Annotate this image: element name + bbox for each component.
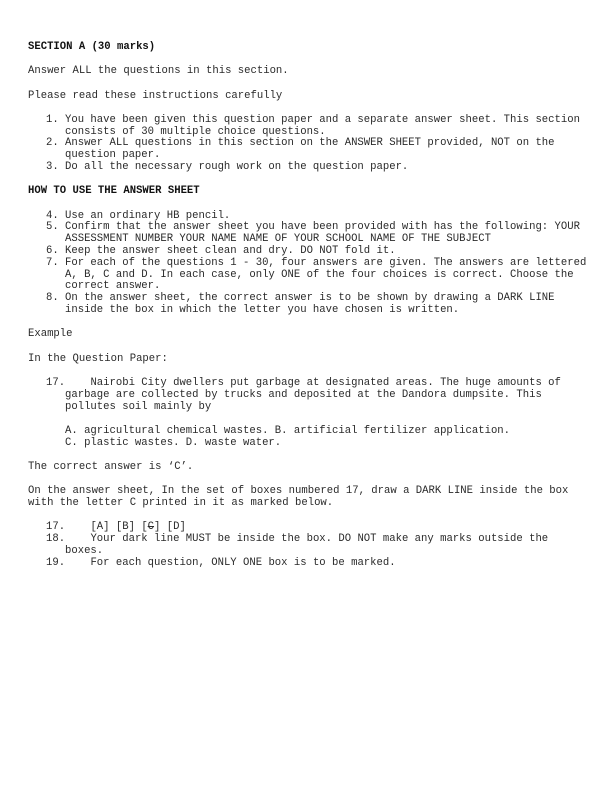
correct-answer-text: The correct answer is ‘C’. [28, 460, 194, 473]
dark-line-mark: C [147, 521, 155, 534]
answer-options [28, 426, 588, 450]
options-line-1: A. agricultural chemical wastes. B. artificial fertilizer application. [65, 424, 511, 437]
step-item: 8. On the answer sheet, the correct answer is to be shown by drawing a DARK LINE inside the box in which the letter you have chosen is written. [46, 292, 561, 317]
step-item: 4. Use an ordinary HB pencil. [46, 209, 231, 222]
section-title: SECTION A (30 marks) [28, 41, 156, 53]
exam-page [28, 41, 593, 582]
example-label: Example [28, 328, 73, 341]
intro-text: Answer ALL the questions in this section. [28, 65, 289, 78]
step-item: 7. For each of the questions 1 - 30, four answers are given. The answers are lettered A, B, C and D. In each case, only ONE of the four choices is correct. Choose the correct answer. [46, 256, 593, 293]
instruction-item: 1. You have been given this question paper and a separate answer sheet. This section consists of 30 multiple choice questions. [46, 113, 587, 138]
step-item: 6. Keep the answer sheet clean and dry. DO NOT fold it. [46, 245, 396, 258]
answer-sheet-steps [28, 209, 593, 317]
marking-example-row: 17. [A] [B] [C] [D] [46, 521, 186, 534]
instruction-item: 3. Do all the necessary rough work on the question paper. [46, 161, 409, 174]
question-item: 17. Nairobi City dwellers put garbage at designated areas. The huge amounts of garbage are collected by trucks and deposited at the Dandora dumpsite. This pollutes soil mainly by [46, 376, 568, 413]
answer-sheet-instruction: On the answer sheet, In the set of boxes numbered 17, draw a DARK LINE inside the box with the letter C printed in it as marked below. [28, 485, 575, 510]
instructions-heading: Please read these instructions carefully [28, 89, 283, 102]
marking-rule-item: 19. For each question, ONLY ONE box is to be marked. [46, 556, 396, 569]
question-paper-label: In the Question Paper: [28, 352, 168, 365]
marking-rule-item: 18. Your dark line MUST be inside the box. DO NOT make any marks outside the boxes. [46, 533, 555, 557]
options-line-2: C. plastic wastes. D. waste water. [65, 436, 282, 449]
box-a: [A] [90, 521, 110, 534]
box-d: [D] [166, 521, 186, 534]
instructions-list [28, 115, 588, 174]
answer-sheet-heading: HOW TO USE THE ANSWER SHEET [28, 185, 200, 198]
example-question [28, 378, 588, 413]
box-c-marked: [C] [141, 521, 161, 534]
instruction-item: 2. Answer ALL questions in this section on the ANSWER SHEET provided, NOT on the question paper. [46, 137, 561, 162]
marking-rows [28, 522, 588, 569]
step-item: 5. Confirm that the answer sheet you have been provided with has the following: YOUR ASSESSMENT NUMBER YOUR NAME NAME OF YOUR SCHOOL NAME OF THE SUBJECT [46, 221, 587, 246]
box-b: [B] [115, 521, 135, 534]
